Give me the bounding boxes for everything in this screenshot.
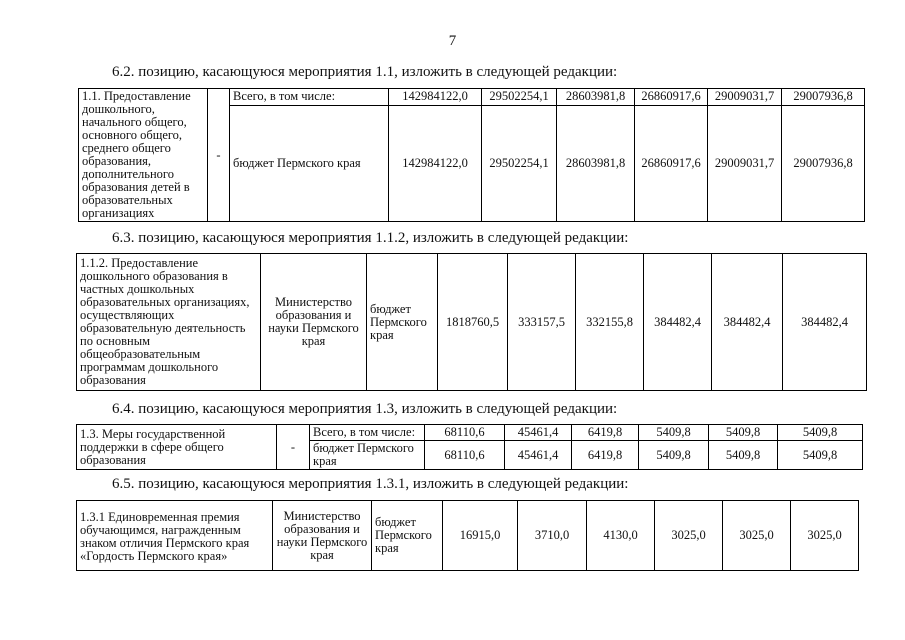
value-year: 45461,4 [505, 425, 572, 441]
value-total: 16915,0 [443, 501, 518, 571]
executor: - [208, 89, 230, 222]
value-year: 29009031,7 [708, 105, 782, 221]
value-year: 5409,8 [778, 425, 863, 441]
value-year: 384482,4 [783, 254, 867, 391]
value-year: 29007936,8 [782, 89, 865, 106]
table-measure-1-1-2 [76, 253, 867, 391]
table-measure-1-3-1 [76, 500, 859, 571]
value-year: 3025,0 [791, 501, 859, 571]
value-year: 333157,5 [508, 254, 576, 391]
value-year: 45461,4 [505, 441, 572, 470]
heading-6-4: 6.4. позицию, касающуюся мероприятия 1.3, изложить в следующей редакции: [112, 401, 618, 417]
measure-name: 1.3.1 Единовременная премия обучающимся, награжденным знаком отличия Пермского края «Гордость Пермского края» [77, 501, 273, 571]
value-year: 5409,8 [639, 425, 709, 441]
heading-6-5: 6.5. позицию, касающуюся мероприятия 1.3.1, изложить в следующей редакции: [112, 476, 629, 492]
value-year: 26860917,6 [635, 89, 708, 106]
heading-6-3: 6.3. позицию, касающуюся мероприятия 1.1.2, изложить в следующей редакции: [112, 230, 629, 246]
executor: Министерство образования и науки Пермского края [273, 501, 372, 571]
value-year: 28603981,8 [557, 89, 635, 106]
measure-name: 1.1. Предоставление дошкольного, начального общего, основного общего, среднего общего образования, дополнительного образования детей в образовательных организациях [79, 89, 208, 222]
source-label: Всего, в том числе: [230, 89, 389, 106]
executor: - [277, 425, 310, 470]
value-year: 28603981,8 [557, 105, 635, 221]
value-total: 142984122,0 [389, 105, 482, 221]
source-label: бюджет Пермского края [367, 254, 438, 391]
source-label: бюджет Пермского края [372, 501, 443, 571]
value-year: 29007936,8 [782, 105, 865, 221]
value-year: 6419,8 [572, 441, 639, 470]
source-label: Всего, в том числе: [310, 425, 425, 441]
page-number: 7 [448, 33, 457, 49]
value-year: 29502254,1 [482, 89, 557, 106]
value-year: 3025,0 [723, 501, 791, 571]
source-label: бюджет Пермского края [230, 105, 389, 221]
value-year: 5409,8 [639, 441, 709, 470]
value-year: 5409,8 [778, 441, 863, 470]
value-year: 29502254,1 [482, 105, 557, 221]
value-year: 384482,4 [712, 254, 783, 391]
value-year: 29009031,7 [708, 89, 782, 106]
value-year: 5409,8 [709, 425, 778, 441]
table-measure-1-1 [78, 88, 865, 222]
value-total: 68110,6 [425, 441, 505, 470]
source-label: бюджет Пермского края [310, 441, 425, 470]
measure-name: 1.1.2. Предоставление дошкольного образования в частных дошкольных образовательных организациях, осуществляющих образовательную деятельность по основным общеобразовательным программам дошкольного образования [77, 254, 261, 391]
measure-name: 1.3. Меры государственной поддержки в сфере общего образования [77, 425, 277, 470]
value-year: 3025,0 [655, 501, 723, 571]
value-year: 384482,4 [644, 254, 712, 391]
executor: Министерство образования и науки Пермского края [261, 254, 367, 391]
value-total: 1818760,5 [438, 254, 508, 391]
heading-6-2: 6.2. позицию, касающуюся мероприятия 1.1, изложить в следующей редакции: [112, 64, 618, 80]
value-total: 68110,6 [425, 425, 505, 441]
value-year: 3710,0 [518, 501, 587, 571]
value-year: 332155,8 [576, 254, 644, 391]
value-year: 4130,0 [587, 501, 655, 571]
value-year: 6419,8 [572, 425, 639, 441]
value-total: 142984122,0 [389, 89, 482, 106]
value-year: 5409,8 [709, 441, 778, 470]
table-measure-1-3 [76, 424, 863, 470]
value-year: 26860917,6 [635, 105, 708, 221]
